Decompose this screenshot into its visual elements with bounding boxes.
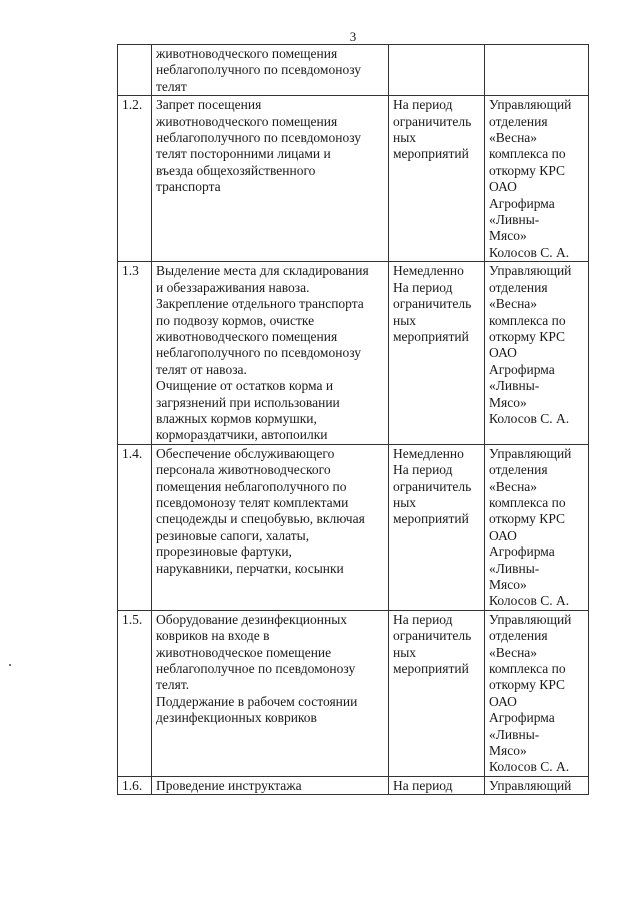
measure-line: Закрепление отдельного транспорта: [156, 296, 364, 312]
measure-line: неблагополучного по псевдомонозу: [156, 130, 361, 146]
table-row: [118, 45, 589, 96]
measure-line: помещения неблагополучного по: [156, 478, 347, 494]
measure-line: телят: [156, 78, 187, 94]
measure-line: прорезиновые фартуки,: [156, 544, 292, 560]
measure-line: псевдомонозу телят комплектами: [156, 494, 349, 510]
responsible-line: Колосов С. А.: [489, 759, 570, 775]
measure-line: дезинфекционных ковриков: [156, 710, 317, 726]
term-line: На период: [393, 462, 453, 478]
term-line: На период: [393, 777, 453, 793]
responsible-line: комплекса по: [489, 146, 566, 162]
item-number: 1.2.: [118, 96, 152, 262]
responsible-line: «Весна»: [489, 478, 538, 494]
measure-line: Запрет посещения: [156, 97, 262, 113]
responsible-line: Управляющий: [489, 263, 572, 279]
term-cell: [389, 96, 485, 262]
measure-line: Выделение места для складирования: [156, 263, 369, 279]
term-line: ограничитель: [393, 296, 472, 312]
responsible-line: откорму КРС: [489, 162, 565, 178]
term-line: ограничитель: [393, 628, 472, 644]
responsible-cell: [485, 610, 589, 776]
responsible-line: ОАО: [489, 345, 517, 361]
term-cell: [389, 610, 485, 776]
responsible-line: «Ливны-: [489, 378, 540, 394]
responsible-line: Мясо»: [489, 743, 527, 759]
responsible-line: ОАО: [489, 527, 517, 543]
responsible-line: отделения: [489, 462, 548, 478]
responsible-line: Управляющий: [489, 445, 572, 461]
responsible-line: Агрофирма: [489, 195, 555, 211]
term-line: На период: [393, 279, 453, 295]
responsible-cell: [485, 776, 589, 794]
responsible-cell: [485, 444, 589, 610]
responsible-line: Мясо»: [489, 394, 527, 410]
item-number: 1.5.: [118, 610, 152, 776]
responsible-line: отделения: [489, 628, 548, 644]
term-cell: [389, 444, 485, 610]
responsible-line: «Ливны-: [489, 212, 540, 228]
responsible-line: Управляющий: [489, 97, 572, 113]
measure-cell: [152, 610, 389, 776]
measure-line: неблагополучного по псевдомонозу: [156, 345, 361, 361]
measure-line: неблагополучное по псевдомонозу: [156, 661, 356, 677]
term-line: ограничитель: [393, 478, 472, 494]
item-number: 1.6.: [118, 776, 152, 794]
responsible-line: Колосов С. А.: [489, 593, 570, 609]
term-line: мероприятий: [393, 661, 469, 677]
measure-line: телят от навоза.: [156, 361, 247, 377]
responsible-cell: [485, 262, 589, 444]
scan-speck: [9, 664, 11, 666]
measure-line: животноводческого помещения: [156, 328, 338, 344]
measure-cell: [152, 776, 389, 794]
responsible-line: Колосов С. А.: [489, 244, 570, 260]
measure-line: животноводческое помещение: [156, 644, 332, 660]
measure-line: влажных кормов кормушки,: [156, 410, 317, 426]
measure-line: спецодежды и спецобувью, включая: [156, 511, 365, 527]
measure-line: по подвозу кормов, очистке: [156, 312, 315, 328]
responsible-line: отделения: [489, 113, 548, 129]
item-number: [118, 45, 152, 96]
responsible-line: Агрофирма: [489, 544, 555, 560]
measure-line: нарукавники, перчатки, косынки: [156, 560, 344, 576]
measure-cell: [152, 444, 389, 610]
responsible-line: Мясо»: [489, 228, 527, 244]
item-number: 1.4.: [118, 444, 152, 610]
measure-line: персонала животноводческого: [156, 462, 331, 478]
measure-line: транспорта: [156, 179, 221, 195]
measure-line: неблагополучного по псевдомонозу: [156, 62, 361, 78]
table-row: [118, 776, 589, 794]
responsible-line: комплекса по: [489, 312, 566, 328]
measure-line: и обеззараживания навоза.: [156, 279, 310, 295]
measure-line: Проведение инструктажа: [156, 777, 302, 793]
responsible-line: ОАО: [489, 179, 517, 195]
responsible-line: Колосов С. А.: [489, 410, 570, 426]
term-line: На период: [393, 611, 453, 627]
responsible-line: откорму КРС: [489, 328, 565, 344]
responsible-line: «Весна»: [489, 644, 538, 660]
term-line: Немедленно: [393, 445, 464, 461]
term-cell: [389, 262, 485, 444]
table-row: [118, 96, 589, 262]
responsible-cell: [485, 45, 589, 96]
responsible-line: Мясо»: [489, 577, 527, 592]
responsible-line: «Ливны-: [489, 726, 540, 742]
measure-cell: [152, 262, 389, 444]
measure-cell: [152, 96, 389, 262]
measure-line: телят посторонними лицами и: [156, 146, 331, 162]
measures-table: [117, 44, 589, 795]
measure-line: Оборудование дезинфекционных: [156, 611, 348, 627]
measure-line: животноводческого помещения: [156, 46, 338, 61]
term-line: ных: [393, 644, 417, 660]
measure-line: загрязнений при использовании: [156, 394, 340, 410]
table-row: [118, 610, 589, 776]
responsible-line: «Ливны-: [489, 560, 540, 576]
term-line: мероприятий: [393, 146, 469, 162]
measure-line: Очищение от остатков корма и: [156, 378, 334, 394]
responsible-line: Управляющий: [489, 611, 572, 627]
table-row: [118, 444, 589, 610]
term-line: мероприятий: [393, 511, 469, 527]
measure-cell: [152, 45, 389, 96]
term-cell: [389, 776, 485, 794]
measure-line: Поддержание в рабочем состоянии: [156, 693, 358, 709]
measure-line: животноводческого помещения: [156, 113, 338, 129]
responsible-cell: [485, 96, 589, 262]
term-cell: [389, 45, 485, 96]
responsible-line: Агрофирма: [489, 361, 555, 377]
measure-line: ковриков на входе в: [156, 628, 270, 644]
term-line: Немедленно: [393, 263, 464, 279]
item-number: 1.3: [118, 262, 152, 444]
term-line: ных: [393, 312, 417, 328]
measure-line: Обеспечение обслуживающего: [156, 445, 335, 461]
responsible-line: откорму КРС: [489, 677, 565, 693]
table-row: [118, 262, 589, 444]
measure-line: кормораздатчики, автопоилки: [156, 427, 328, 443]
responsible-line: ОАО: [489, 693, 517, 709]
term-line: ных: [393, 494, 417, 510]
responsible-line: комплекса по: [489, 661, 566, 677]
responsible-line: «Весна»: [489, 296, 538, 312]
page-number: 3: [349, 29, 357, 44]
responsible-line: отделения: [489, 279, 548, 295]
responsible-line: «Весна»: [489, 130, 538, 146]
responsible-line: Агрофирма: [489, 710, 555, 726]
measure-line: телят.: [156, 677, 190, 693]
term-line: ограничитель: [393, 113, 472, 129]
measure-line: резиновые сапоги, халаты,: [156, 527, 310, 543]
responsible-line: откорму КРС: [489, 511, 565, 527]
responsible-line: комплекса по: [489, 494, 566, 510]
term-line: На период: [393, 97, 453, 113]
responsible-line: Управляющий: [489, 777, 572, 793]
measure-line: въезда общехозяйственного: [156, 162, 316, 178]
term-line: мероприятий: [393, 328, 469, 344]
term-line: ных: [393, 130, 417, 146]
